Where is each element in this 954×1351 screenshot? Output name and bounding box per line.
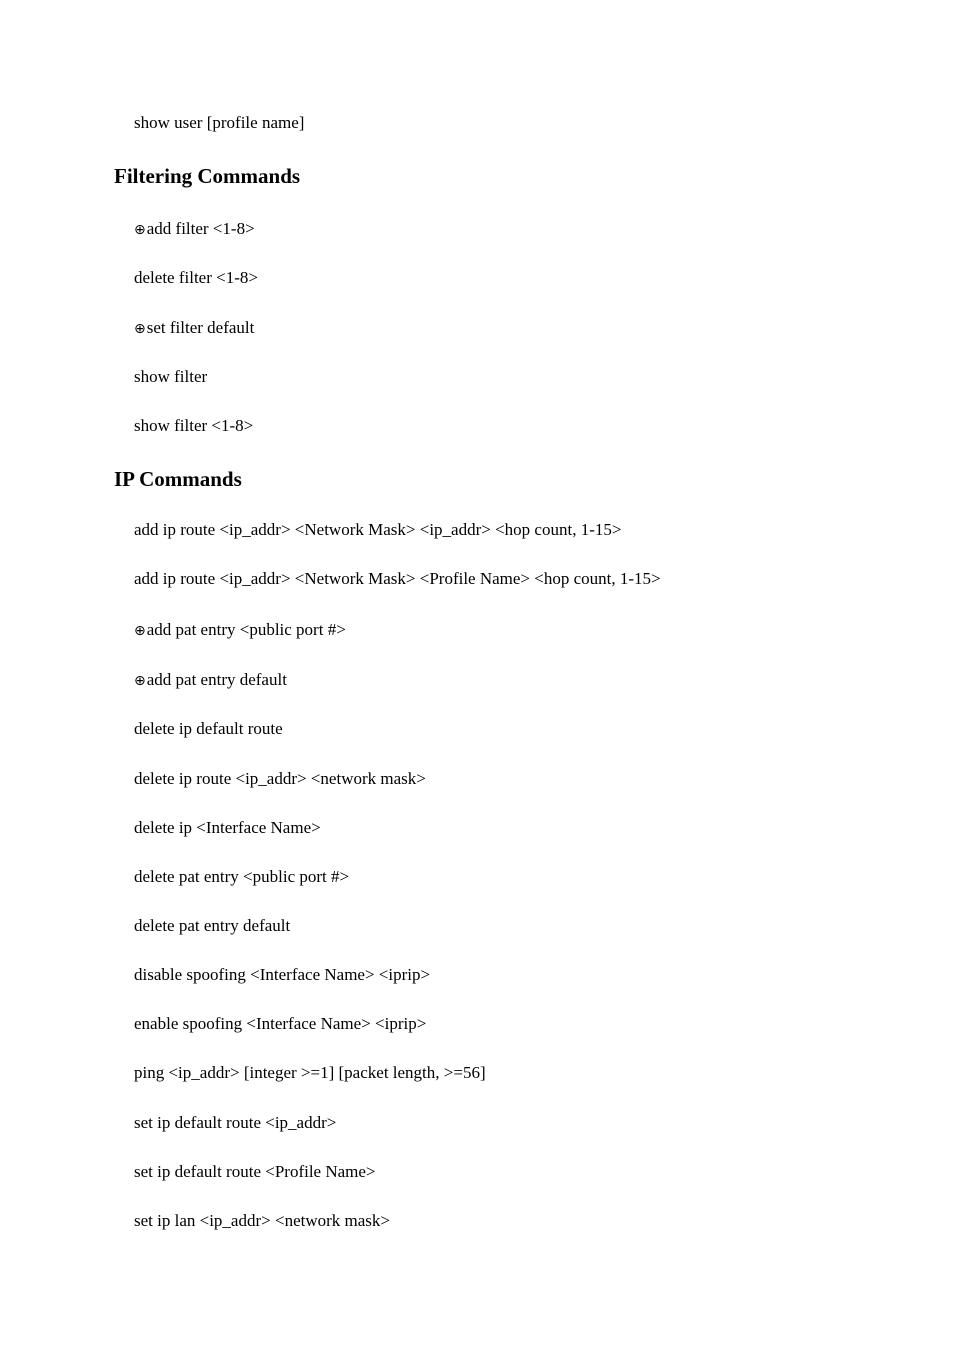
command-line xyxy=(134,916,290,936)
command-line xyxy=(134,1162,376,1182)
command-show-user: show user [profile name] xyxy=(134,113,305,132)
command-line xyxy=(134,965,430,985)
command-text: delete ip <Interface Name> xyxy=(134,818,321,837)
command-line xyxy=(134,416,253,436)
command-line xyxy=(134,268,258,288)
command-line xyxy=(134,670,287,691)
command-text: set ip lan <ip_addr> <network mask> xyxy=(134,1211,390,1230)
command-text: delete pat entry <public port #> xyxy=(134,867,350,886)
command-line xyxy=(134,769,426,789)
command-text: set filter default xyxy=(146,318,255,337)
command-line xyxy=(134,1014,426,1034)
command-text: delete ip route <ip_addr> <network mask> xyxy=(134,769,426,788)
command-line xyxy=(134,719,283,739)
command-text: disable spoofing <Interface Name> <iprip> xyxy=(134,965,431,984)
command-text: delete ip default route xyxy=(134,719,283,738)
command-text: delete filter <1-8> xyxy=(134,268,258,287)
circled-plus-icon: ⊕ xyxy=(134,673,146,689)
circled-plus-icon: ⊕ xyxy=(134,222,146,238)
command-text: delete pat entry default xyxy=(134,916,291,935)
command-line xyxy=(134,1113,336,1133)
command-text: add pat entry <public port #> xyxy=(146,620,346,639)
command-line xyxy=(134,867,349,887)
circled-plus-icon: ⊕ xyxy=(134,623,146,639)
command-text: set ip default route <ip_addr> xyxy=(134,1113,337,1132)
command-line xyxy=(134,367,207,387)
command-line xyxy=(134,318,254,339)
command-line xyxy=(134,219,255,240)
command-text: enable spoofing <Interface Name> <iprip> xyxy=(134,1014,427,1033)
section-heading-filtering: Filtering Commands xyxy=(114,164,301,188)
command-text: show filter xyxy=(134,367,208,386)
command-line xyxy=(134,620,346,641)
circled-plus-icon: ⊕ xyxy=(134,321,146,337)
command-line xyxy=(134,520,621,540)
command-text: add ip route <ip_addr> <Network Mask> <ip_addr> <hop count, 1-15> xyxy=(134,520,622,539)
command-line xyxy=(134,1211,390,1231)
command-line xyxy=(134,1063,486,1083)
command-line xyxy=(134,569,661,589)
section-heading-ip: IP Commands xyxy=(114,467,242,491)
command-text: add ip route <ip_addr> <Network Mask> <Profile Name> <hop count, 1-15> xyxy=(134,569,661,588)
command-text: ping <ip_addr> [integer >=1] [packet length, >=56] xyxy=(134,1063,486,1082)
command-text: set ip default route <Profile Name> xyxy=(134,1162,376,1181)
command-text: show filter <1-8> xyxy=(134,416,254,435)
command-line xyxy=(134,818,321,838)
command-text: add filter <1-8> xyxy=(146,219,255,238)
command-text: add pat entry default xyxy=(146,670,287,689)
